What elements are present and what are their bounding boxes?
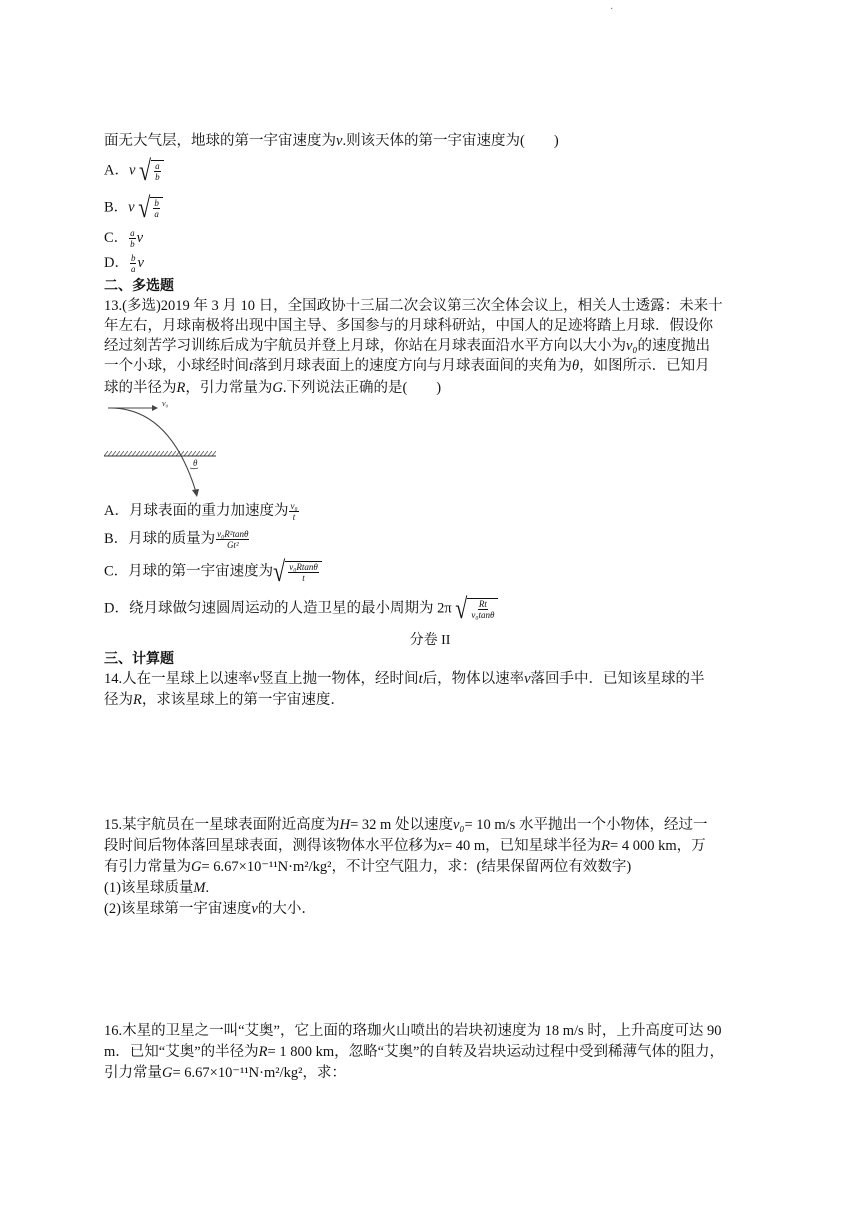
- projectile-figure: [100, 396, 220, 498]
- q16-line-3: 引力常量G= 6.67×10⁻¹¹N·m²/kg²，求：: [104, 1065, 346, 1081]
- q13-line-3: 经过刻苦学习训练后成为宇航员并登上月球，你站在月球表面沿水平方向以大小为v₀的速度抛出: [104, 338, 710, 354]
- q14-line-1: 14.人在一星球上以速率v竖直上抛一物体，经时间t后，物体以速率v落回手中．已知该星球的半: [104, 671, 705, 687]
- frac-v0-over-t: $\frac{\text{v₀}}{t}$: [290, 501, 298, 523]
- trajectory-curve: [110, 408, 196, 492]
- sqrt-b-over-a: √ $\frac{b}{a}$: [138, 197, 163, 219]
- q15-subquestion-2: (2)该星球第一宇宙速度v的大小．: [104, 901, 316, 917]
- section-calculation-heading: 三、计算题: [104, 650, 174, 666]
- q12-option-c[interactable]: C． $\frac{a}{b}$ v: [104, 228, 144, 250]
- section-multiple-choice-heading: 二、多选题: [104, 277, 174, 293]
- q13-line-4: 一个小球，小球经时间t落到月球表面上的速度方向与月球表面间的夹角为θ，如图所示．已知月: [104, 358, 710, 374]
- frac-moon-mass: $\frac{\text{v₀R²tanθ}}{\text{Gt²}}$: [217, 529, 249, 551]
- q14-line-2: 径为R，求该星球上的第一宇宙速度．: [104, 692, 345, 708]
- header-mark: ·: [610, 4, 614, 15]
- launch-arrow-head: [152, 405, 158, 411]
- q12-option-d[interactable]: D． $\frac{b}{a}$ v: [104, 253, 144, 275]
- q13-option-d[interactable]: D．绕月球做匀速圆周运动的人造卫星的最小周期为 2π √ $\frac{Rt}{\text{v₀tanθ}}$: [104, 598, 498, 620]
- trajectory-arrow-head: [192, 489, 199, 497]
- q12-option-b[interactable]: B．v √ $\frac{b}{a}$: [104, 197, 163, 219]
- sqrt-a-over-b: √ $\frac{a}{b}$: [139, 160, 164, 182]
- q15-subquestion-1: (1)该星球质量M.: [104, 880, 210, 896]
- q13-option-b[interactable]: B．月球的质量为 $\frac{\text{v₀R²tanθ}}{\text{Gt²}}$: [104, 529, 249, 551]
- q13-line-2: 年左右，月球南极将出现中国主导、多国参与的月球科研站，中国人的足迹将踏上月球．假设你: [104, 318, 713, 334]
- q16-line-1: 16.木星的卫星之一叫“艾奥”，它上面的珞珈火山喷出的岩块初速度为 18 m/s 时，上升高度可达 90: [104, 1023, 722, 1039]
- label-v0: v₀: [162, 399, 169, 408]
- q13-line-5: 球的半径为R，引力常量为G.下列说法正确的是( ): [104, 380, 442, 396]
- q15-line-1: 15.某宇航员在一星球表面附近高度为H= 32 m 处以速度v₀= 10 m/s 水平抛出一个小物体，经过一: [104, 817, 708, 833]
- q12-stem: 面无大气层，地球的第一宇宙速度为v.则该天体的第一宇宙速度为( ): [104, 133, 559, 149]
- ground-hatch: [104, 451, 216, 456]
- sqrt-min-period: √ $\frac{Rt}{\text{v₀tanθ}}$: [455, 598, 498, 620]
- label-theta: θ: [193, 458, 198, 468]
- q13-option-c[interactable]: C．月球的第一宇宙速度为 √ $\frac{\text{v₀Rtanθ}}{t}$: [104, 561, 322, 583]
- volume-two-heading: 分卷 II: [409, 633, 451, 648]
- q13-line-1: 13.(多选)2019 年 3 月 10 日，全国政协十三届二次会议第三次全体会议上，相关人士透露：未来十: [104, 298, 723, 314]
- q15-line-3: 有引力常量为G= 6.67×10⁻¹¹N·m²/kg²，不计空气阻力，求：(结果保留两位有效数字): [104, 859, 632, 875]
- frac-b-over-a: $\frac{b}{a}$: [130, 253, 136, 275]
- q13-option-a[interactable]: A．月球表面的重力加速度为 $\frac{\text{v₀}}{t}$: [104, 501, 298, 523]
- sqrt-first-cosmic-velocity: √ $\frac{\text{v₀Rtanθ}}{t}$: [273, 561, 322, 583]
- q15-line-2: 段时间后物体落回星球表面，测得该物体水平位移为x= 40 m，已知星球半径为R= 4 000 km，万: [104, 838, 706, 854]
- frac-a-over-b: $\frac{a}{b}$: [130, 228, 135, 250]
- angle-arc: [190, 468, 198, 469]
- q12-option-a[interactable]: A．v √ $\frac{a}{b}$: [104, 160, 164, 182]
- q16-line-2: m．已知“艾奥”的半径为R= 1 800 km，忽略“艾奥”的自转及岩块运动过程中受到稀薄气体的阻力，: [104, 1044, 724, 1060]
